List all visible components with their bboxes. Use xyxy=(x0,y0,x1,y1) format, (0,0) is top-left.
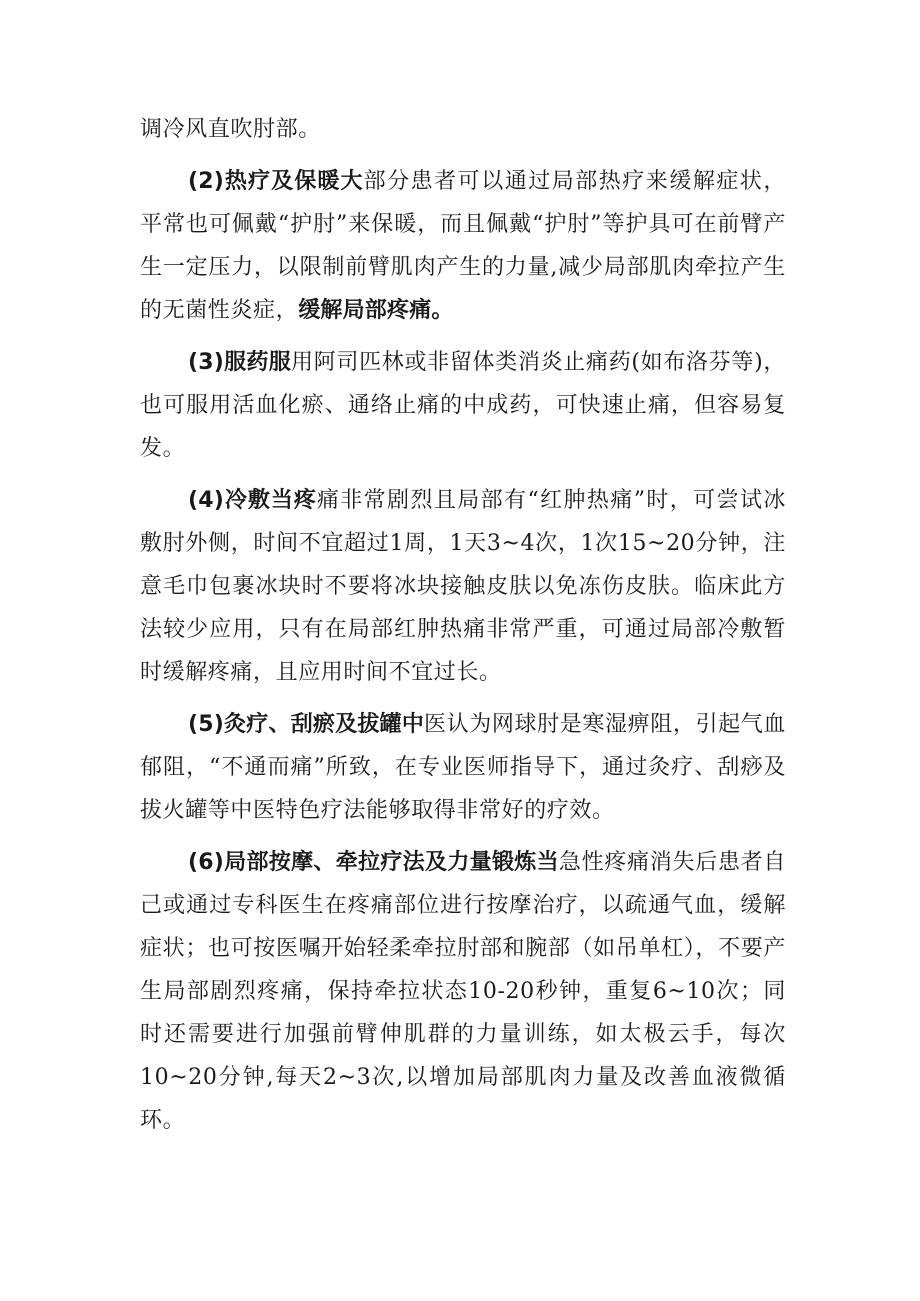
paragraph-heading: (5)灸疗、刮瘀及拔罐中 xyxy=(188,712,425,737)
paragraph-text: 用阿司匹林或非留体类消炎止痛药(如布洛芬等)，也可服用活血化瘀、通络止痛的中成药，可快速止痛，但容易复发。 xyxy=(140,350,787,461)
paragraph-medication xyxy=(140,341,786,470)
paragraph-moxibustion xyxy=(140,703,786,832)
paragraph-heading: (6)局部按摩、牵拉疗法及力量锻炼当 xyxy=(188,850,559,875)
paragraph-continuation xyxy=(140,108,786,151)
paragraph-heading: (2)热疗及保暖大 xyxy=(188,169,364,194)
paragraph-text: 痛非常剧烈且局部有“红肿热痛”时，可尝试冰敷肘外侧，时间不宜超过1周，1天3~4次，1次15~20分钟，注意毛巾包裹冰块时不要将冰块接触皮肤以免冻伤皮肤。临床此方法较少应用，只有在局部红肿热痛非常严重，可通过局部冷敷暂时缓解疼痛，且应用时间不宜过长。 xyxy=(140,488,786,685)
document-page xyxy=(140,108,786,1151)
paragraph-text: 部分患者可以通过局部热疗来缓解症状，平常也可佩戴“护肘”来保暖，而且佩戴“护肘”等护具可在前臂产生一定压力，以限制前臂肌肉产生的力量,减少局部肌肉牵拉产生的无菌性炎症， xyxy=(140,169,786,323)
paragraph-heading: (4)冷敷当疼 xyxy=(188,488,317,513)
paragraph-emphasis: 缓解局部疼痛。 xyxy=(298,298,454,323)
paragraph-text: 调冷风直吹肘部。 xyxy=(140,117,321,142)
paragraph-heading: (3)服药服 xyxy=(188,350,291,375)
paragraph-text: 医认为网球肘是寒湿痹阻，引起气血郁阻，“不通而痛”所致，在专业医师指导下，通过灸疗、刮痧及拔火罐等中医特色疗法能够取得非常好的疗效。 xyxy=(140,712,786,823)
paragraph-text: 急性疼痛消失后患者自己或通过专科医生在疼痛部位进行按摩治疗，以疏通气血，缓解症状；也可按医嘱开始轻柔牵拉肘部和腕部（如吊单杠），不要产生局部剧烈疼痛，保持牵拉状态10-20秒钟，重复6~10次；同时还需要进行加强前臂伸肌群的力量训练，如太极云手，每次10~20分钟,每天2~3次,以增加局部肌肉力量及改善血液微循环。 xyxy=(140,850,786,1133)
paragraph-cold-compress xyxy=(140,479,786,694)
paragraph-heat-therapy xyxy=(140,160,786,332)
paragraph-massage-training xyxy=(140,841,786,1142)
